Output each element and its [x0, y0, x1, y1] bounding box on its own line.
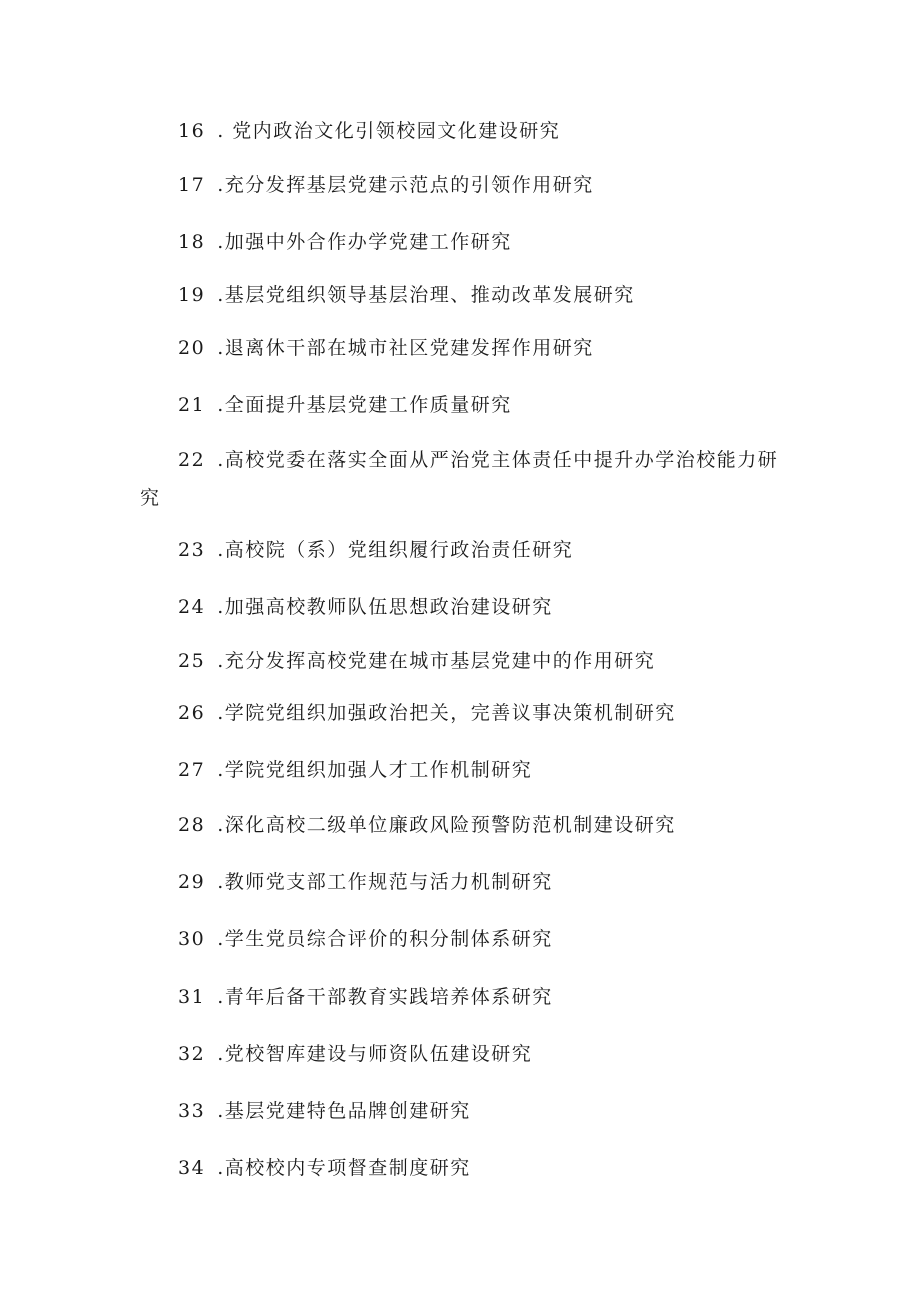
list-item	[178, 648, 778, 674]
item-text: . 党内政治文化引领校园文化建设研究	[217, 120, 561, 142]
list-item	[178, 335, 778, 361]
list-item-continuation: 究	[140, 487, 161, 509]
item-number: 18	[178, 231, 206, 253]
item-text: .深化高校二级单位廉政风险预警防范机制建设研究	[217, 814, 676, 836]
item-text: .充分发挥高校党建在城市基层党建中的作用研究	[217, 650, 656, 672]
item-text: .高校党委在落实全面从严治党主体责任中提升办学治校能力研	[217, 449, 779, 471]
item-text: .全面提升基层党建工作质量研究	[217, 394, 512, 416]
item-text: .教师党支部工作规范与活力机制研究	[217, 871, 553, 893]
list-item	[178, 537, 778, 563]
item-number: 33	[178, 1100, 206, 1122]
list-item	[178, 869, 778, 895]
item-text: .加强中外合作办学党建工作研究	[217, 231, 512, 253]
item-number: 28	[178, 814, 206, 836]
item-text: .基层党组织领导基层治理、推动改革发展研究	[217, 284, 635, 306]
item-number: 31	[178, 986, 206, 1008]
list-item	[178, 594, 778, 620]
item-number: 27	[178, 759, 206, 781]
item-text: .加强高校教师队伍思想政治建设研究	[217, 596, 553, 618]
item-text: .高校院（系）党组织履行政治责任研究	[217, 539, 574, 561]
list-item	[178, 172, 778, 198]
list-item	[178, 926, 778, 952]
item-number: 20	[178, 337, 206, 359]
item-number: 21	[178, 394, 206, 416]
item-number: 26	[178, 702, 206, 724]
list-item	[178, 282, 778, 308]
list-item	[178, 757, 778, 783]
item-text: .高校校内专项督查制度研究	[217, 1157, 471, 1179]
item-number: 30	[178, 928, 206, 950]
list-item	[178, 118, 778, 144]
item-number: 32	[178, 1043, 206, 1065]
item-number: 25	[178, 650, 206, 672]
item-number: 24	[178, 596, 206, 618]
item-number: 17	[178, 174, 206, 196]
item-text: .退离休干部在城市社区党建发挥作用研究	[217, 337, 594, 359]
item-text: .学院党组织加强人才工作机制研究	[217, 759, 533, 781]
item-text: .学院党组织加强政治把关，完善议事决策机制研究	[217, 702, 676, 724]
item-text: .学生党员综合评价的积分制体系研究	[217, 928, 553, 950]
list-item	[178, 1155, 778, 1181]
list-item	[178, 392, 778, 418]
list-item	[178, 700, 778, 726]
list-item	[178, 447, 778, 473]
item-text: .党校智库建设与师资队伍建设研究	[217, 1043, 533, 1065]
list-item	[178, 229, 778, 255]
list-item	[178, 984, 778, 1010]
item-text: .基层党建特色品牌创建研究	[217, 1100, 471, 1122]
item-text: .充分发挥基层党建示范点的引领作用研究	[217, 174, 594, 196]
item-number: 22	[178, 449, 206, 471]
list-item	[178, 1098, 778, 1124]
item-text: .青年后备干部教育实践培养体系研究	[217, 986, 553, 1008]
item-number: 19	[178, 284, 206, 306]
item-number: 34	[178, 1157, 206, 1179]
list-item	[178, 812, 778, 838]
list-item	[178, 1041, 778, 1067]
item-number: 23	[178, 539, 206, 561]
item-number: 29	[178, 871, 206, 893]
item-number: 16	[178, 120, 206, 142]
